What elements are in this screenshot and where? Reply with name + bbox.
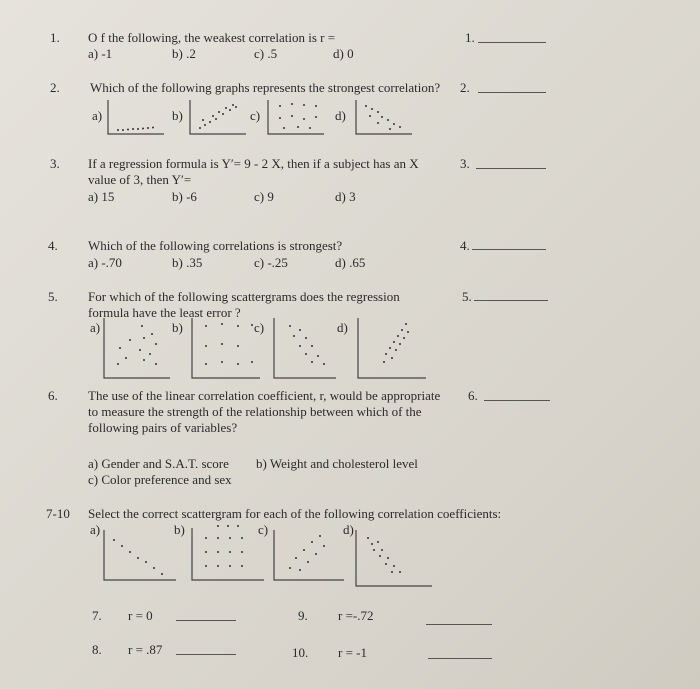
q7-10-graph-a (100, 528, 178, 584)
q10-number: 10. (292, 645, 309, 660)
q6-option-a: a) Gender and S.A.T. score (88, 456, 229, 471)
q2-label-c: c) (250, 108, 261, 123)
q6-option-b: b) Weight and cholesterol level (256, 456, 418, 471)
q8-value: r = .87 (128, 642, 163, 657)
q6-line3: following pairs of variables? (88, 420, 238, 435)
q6-answer-label: 6. (468, 388, 478, 403)
q5-graph-c (270, 316, 340, 384)
q5-label-d: d) (337, 320, 348, 335)
q3-choice-c: c) 9 (254, 189, 274, 204)
q3-choice-a: a) 15 (88, 189, 115, 204)
q3-line2: value of 3, then Y′= (88, 172, 192, 187)
q7-10-label-a: a) (90, 522, 101, 537)
q10-answer-blank[interactable] (428, 658, 492, 659)
q8-number: 8. (92, 642, 102, 657)
q4-answer-blank[interactable] (472, 249, 546, 250)
q4-answer-label: 4. (460, 238, 470, 253)
q7-10-graph-b (188, 522, 269, 584)
q7-10-number: 7-10 (46, 506, 70, 521)
q7-10-label-b: b) (174, 522, 185, 537)
q4-text: Which of the following correlations is strongest? (88, 238, 343, 253)
q7-10-graph-d (352, 528, 434, 590)
q2-answer-label: 2. (460, 80, 470, 95)
q4-choice-c: c) -.25 (254, 255, 288, 270)
q2-label-a: a) (92, 108, 103, 123)
q3-choice-b: b) -6 (172, 189, 197, 204)
q7-10-label-c: c) (258, 522, 269, 537)
q2-text: Which of the following graphs represents the strongest correlation? (90, 80, 441, 95)
q5-graph-b (188, 316, 265, 384)
q4-choice-a: a) -.70 (88, 255, 122, 270)
q3-answer-label: 3. (460, 156, 470, 171)
q5-answer-label: 5. (462, 289, 472, 304)
q7-number: 7. (92, 608, 102, 623)
q5-line1: For which of the following scattergrams does the regression (88, 289, 400, 304)
q4-choice-d: d) .65 (335, 255, 366, 270)
q6-number: 6. (48, 388, 58, 403)
q10-value: r = -1 (338, 645, 367, 660)
q2-label-d: d) (335, 108, 346, 123)
q6-line1: The use of the linear correlation coefficient, r, would be appropriate (88, 388, 441, 403)
q9-answer-blank[interactable] (426, 624, 492, 625)
q2-graph-a (104, 98, 166, 140)
q5-label-c: c) (254, 320, 265, 335)
q6-line2: to measure the strength of the relationship between which of the (88, 404, 422, 419)
q2-graph-c (264, 98, 326, 140)
q1-answer-label: 1. (465, 30, 475, 45)
q5-label-b: b) (172, 320, 183, 335)
q7-10-label-d: d) (343, 522, 354, 537)
q6-option-c: c) Color preference and sex (88, 472, 232, 487)
q4-choice-b: b) .35 (172, 255, 203, 270)
q6-answer-blank[interactable] (484, 400, 550, 401)
q5-graph-a (100, 316, 172, 384)
q3-answer-blank[interactable] (476, 168, 546, 169)
q8-answer-blank[interactable] (176, 654, 236, 655)
q5-answer-blank[interactable] (474, 300, 548, 301)
q2-number: 2. (50, 80, 60, 95)
q2-answer-blank[interactable] (478, 92, 546, 93)
q9-number: 9. (298, 608, 308, 623)
q1-text: O f the following, the weakest correlation is r = (88, 30, 336, 45)
q7-10-text: Select the correct scattergram for each of the following correlation coefficients: (88, 506, 502, 521)
q1-choice-b: b) .2 (172, 46, 196, 61)
q2-graph-d (352, 98, 414, 140)
q1-number: 1. (50, 30, 60, 45)
q7-10-graph-c (270, 528, 346, 584)
q7-answer-blank[interactable] (176, 620, 236, 621)
q1-answer-blank[interactable] (478, 42, 546, 43)
q9-value: r =-.72 (338, 608, 374, 623)
q4-number: 4. (48, 238, 58, 253)
q2-graph-b (186, 98, 248, 140)
q1-choice-d: d) 0 (333, 46, 354, 61)
q5-label-a: a) (90, 320, 101, 335)
q2-label-b: b) (172, 108, 183, 123)
q5-graph-d (354, 316, 428, 384)
q3-number: 3. (50, 156, 60, 171)
q1-choice-a: a) -1 (88, 46, 113, 61)
q1-choice-c: c) .5 (254, 46, 278, 61)
q3-line1: If a regression formula is Y′= 9 - 2 X, then if a subject has an X (88, 156, 419, 171)
q5-line2: formula have the least error ? (88, 305, 241, 320)
q5-number: 5. (48, 289, 58, 304)
q3-choice-d: d) 3 (335, 189, 356, 204)
q7-value: r = 0 (128, 608, 153, 623)
